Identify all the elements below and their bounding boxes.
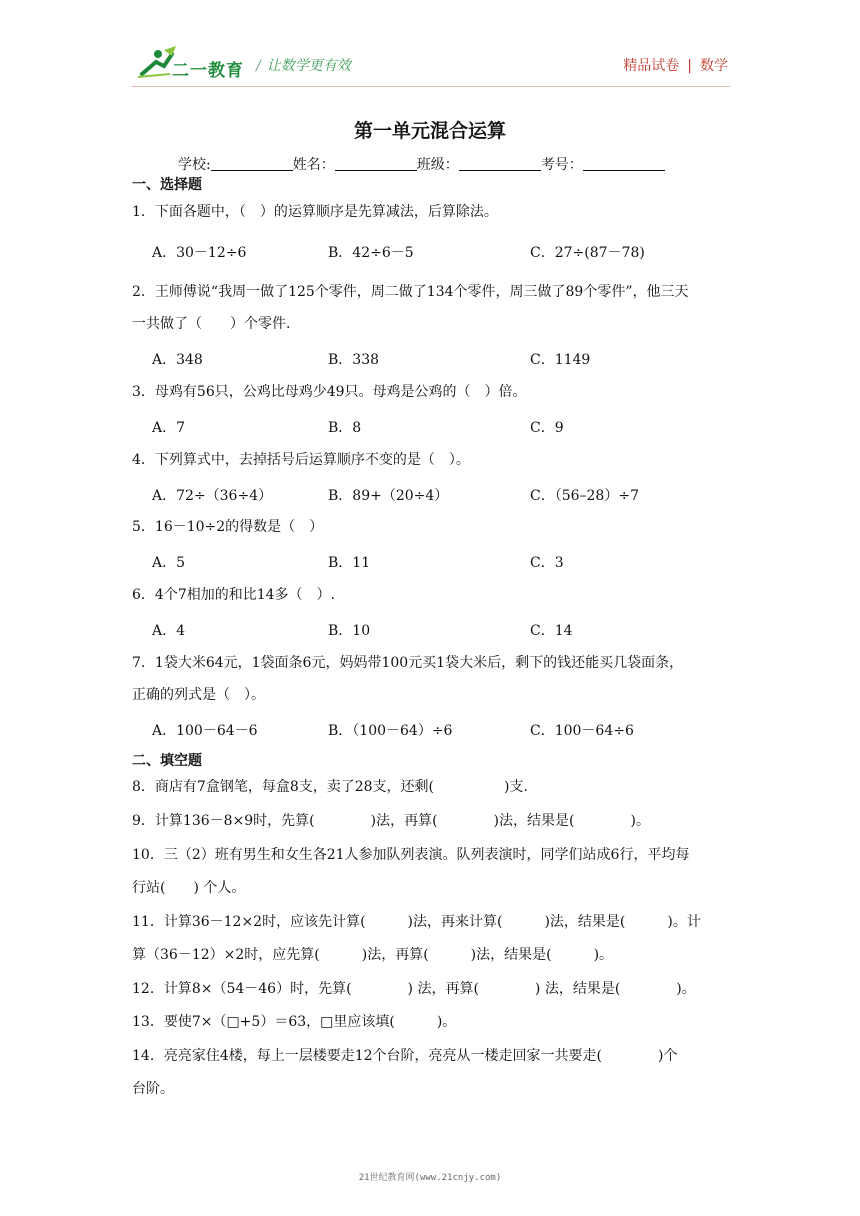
q6-option-a: A．4 (152, 623, 186, 639)
q6-option-c: C．14 (530, 623, 573, 639)
q2-option-a: A．348 (152, 352, 203, 368)
section-fill: 二、填空题 (132, 753, 202, 769)
question-2-line2: 一共做了（ ）个零件. (132, 316, 291, 332)
q1-option-b: B．42÷6－5 (328, 245, 414, 261)
question-4: 4．下列算式中，去掉括号后运算顺序不变的是（ ）。 (132, 452, 470, 468)
q4-option-b: B．89+（20÷4） (328, 488, 449, 504)
q1-option-c: C．27÷(87－78) (530, 245, 645, 261)
q4-option-a: A．72÷（36÷4） (152, 488, 273, 504)
question-1: 1．下面各题中，（ ）的运算顺序是先算减法，后算除法。 (132, 204, 498, 220)
q3-option-a: A．7 (152, 420, 186, 436)
q7-option-a: A．100－64－6 (152, 723, 258, 739)
q7-option-c: C．100－64÷6 (530, 723, 634, 739)
question-13: 13．要使7×（□+5）＝63，□里应该填( )。 (132, 1014, 457, 1030)
logo-text: 二一教育 (172, 61, 244, 81)
header-tags: 精品试卷 | 数学 (623, 58, 728, 74)
question-10-line1: 10．三（2）班有男生和女生各21人参加队列表演。队列表演时，同学们站成6行，平均每 (132, 847, 690, 863)
q5-option-c: C．3 (530, 555, 564, 571)
question-14-line1: 14．亮亮家住4楼，每上一层楼要走12个台阶，亮亮从一楼走回家一共要走( )个 (132, 1048, 678, 1064)
q2-option-b: B．338 (328, 352, 380, 368)
question-10-line2: 行站( ) 个人。 (132, 880, 246, 896)
q3-option-b: B．8 (328, 420, 362, 436)
q5-option-a: A．5 (152, 555, 186, 571)
question-9: 9．计算136－8×9时，先算( )法，再算( )法，结果是( )。 (132, 813, 650, 829)
q6-option-b: B．10 (328, 623, 371, 639)
question-11-line1: 11．计算36－12×2时，应该先计算( )法，再来计算( )法，结果是( )。计 (132, 914, 701, 930)
question-3: 3．母鸡有56只，公鸡比母鸡少49只。母鸡是公鸡的（ ）倍。 (132, 384, 527, 400)
page-header (0, 0, 860, 90)
question-8: 8．商店有7盒钢笔，每盒8支，卖了28支，还剩( )支. (132, 779, 528, 795)
q1-option-a: A．30－12÷6 (152, 245, 247, 261)
q5-option-b: B．11 (328, 555, 371, 571)
q4-option-c: C．（56–28）÷7 (530, 488, 639, 504)
page-footer: 21世纪教育网(www.21cnjy.com) (358, 1173, 502, 1183)
q7-option-b: B．（100－64）÷6 (328, 723, 453, 739)
question-5: 5．16－10÷2的得数是（ ） (132, 519, 324, 535)
page-title: 第一单元混合运算 (353, 120, 506, 142)
student-info: 学校: 姓名： 班级： 考号： (178, 154, 665, 174)
section-choice: 一、选择题 (132, 177, 202, 193)
question-12: 12．计算8×（54－46）时，先算( ) 法，再算( ) 法，结果是( )。 (132, 981, 696, 997)
q3-option-c: C．9 (530, 420, 564, 436)
header-divider (132, 86, 730, 87)
slogan: / 让数学更有效 (256, 58, 351, 74)
question-2-line1: 2．王师傅说“我周一做了125个零件，周二做了134个零件，周三做了89个零件”，他三天 (132, 284, 689, 300)
q2-option-c: C．1149 (530, 352, 591, 368)
question-6: 6．4个7相加的和比14多（ ）. (132, 587, 335, 603)
question-7-line2: 正确的列式是（ ）。 (132, 687, 265, 703)
question-11-line2: 算（36－12）×2时，应先算( )法，再算( )法，结果是( )。 (132, 947, 614, 963)
question-7-line1: 7．1袋大米64元，1袋面条6元，妈妈带100元买1袋大米后，剩下的钱还能买几袋面条， (132, 655, 684, 671)
question-14-line2: 台阶。 (132, 1081, 174, 1097)
